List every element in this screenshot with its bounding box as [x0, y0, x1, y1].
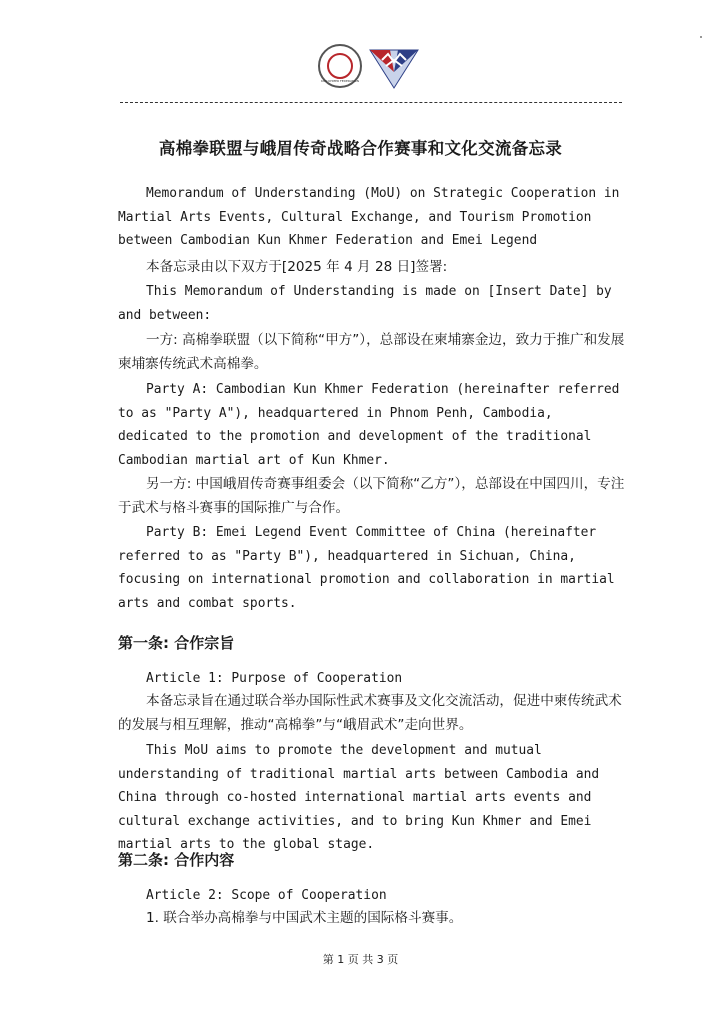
article-2-heading: 第二条: 合作内容 — [118, 851, 235, 869]
article-1-en-heading: Article 1: Purpose of Cooperation — [146, 671, 403, 686]
kun-khmer-federation-seal-icon: KUN KHMER FEDERATION — [318, 44, 362, 88]
article-2-en-heading: Article 2: Scope of Cooperation — [146, 888, 387, 903]
party-b-zh: 另一方: 中国峨眉传奇赛事组委会（以下简称“乙方”），总部设在中国四川，专注于武术与格斗赛事的国际推广与合作。 — [118, 476, 625, 516]
signing-date-zh: 本备忘录由以下双方于[2025 年 4 月 28 日]签署: — [146, 259, 448, 275]
party-a-en: Party A: Cambodian Kun Khmer Federation (hereinafter referred to as "Party A"), headquartered in Phnom Penh, Cambodia, dedicated to the promotion and development of the traditional Cambodian martial art of Kun Khmer. — [118, 382, 620, 468]
party-a-zh: 一方: 高棉拳联盟（以下简称“甲方”），总部设在柬埔寨金边，致力于推广和发展柬埔寨传统武术高棉拳。 — [118, 332, 625, 372]
article-2-item-1: 1. 联合举办高棉拳与中国武术主题的国际格斗赛事。 — [146, 910, 463, 926]
article-1-heading: 第一条: 合作宗旨 — [118, 634, 235, 652]
article-1-en: This MoU aims to promote the development and mutual understanding of traditional martial arts between Cambodia and China through co-hosted international martial arts events and cultural exchange activities, and to bring Kun Khmer and Emei martial arts to the global stage. — [118, 743, 600, 852]
signing-date-en: This Memorandum of Understanding is made on [Insert Date] by and between: — [118, 284, 612, 323]
document-title: 高棉拳联盟与峨眉传奇战略合作赛事和文化交流备忘录 — [158, 139, 563, 158]
header-logos — [318, 42, 420, 90]
emei-legend-emblem-icon — [368, 42, 420, 90]
article-1-zh: 本备忘录旨在通过联合举办国际性武术赛事及文化交流活动，促进中柬传统武术的发展与相互理解，推动“高棉拳”与“峨眉武术”走向世界。 — [118, 693, 622, 733]
mou-english-title: Memorandum of Understanding (MoU) on Strategic Cooperation in Martial Arts Events, Cultural Exchange, and Tourism Promotion between Cambodian Kun Khmer Federation and Emei Legend — [118, 186, 620, 248]
scan-speck — [700, 36, 702, 38]
header-divider — [120, 102, 622, 103]
party-b-en: Party B: Emei Legend Event Committee of China (hereinafter referred to as "Party B"), headquartered in Sichuan, China, focusing on international promotion and collaboration in martial arts and combat sports. — [118, 525, 615, 611]
page-number: 第 1 页 共 3 页 — [322, 953, 399, 966]
